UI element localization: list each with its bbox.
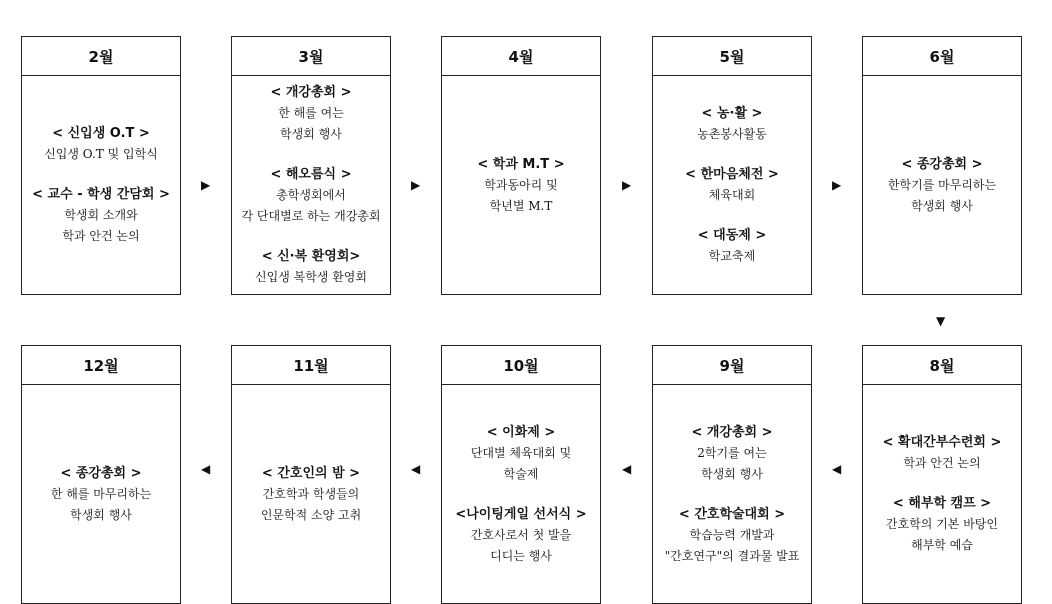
arrow-left-icon: ◀	[411, 462, 421, 476]
event-list	[442, 76, 600, 295]
event-list	[22, 76, 180, 295]
event-description: 총학생회에서	[276, 188, 346, 202]
event-item	[270, 83, 351, 145]
event-list	[22, 385, 180, 604]
event-item	[242, 165, 381, 227]
event-title: < 이화제 >	[486, 424, 556, 440]
month-label: 11월	[232, 346, 390, 385]
event-title: < 개강총회 >	[270, 85, 352, 100]
event-list	[653, 385, 811, 604]
month-label: 2월	[22, 37, 180, 76]
event-title: < 개강총회 >	[691, 424, 773, 440]
event-description: 학년별 M.T	[489, 198, 553, 213]
arrow-left-icon: ◀	[622, 462, 632, 476]
event-description: 학생회 행사	[70, 507, 132, 522]
event-description: 2학기를 여는	[697, 445, 767, 460]
month-label: 6월	[863, 37, 1021, 76]
event-description: 신입생 O.T 및 입학식	[44, 147, 158, 161]
event-description: 학습능력 개발과	[689, 527, 775, 542]
event-title: < 해오름식 >	[270, 167, 352, 182]
event-title: < 한마음체전 >	[685, 167, 779, 182]
event-title: < 종강총회 >	[60, 465, 142, 481]
event-title: < 간호학술대회 >	[678, 506, 786, 522]
month-box-oct	[441, 345, 601, 604]
event-description: 해부학 예습	[911, 538, 973, 552]
event-item	[44, 124, 158, 165]
arrow-left-icon: ◀	[201, 462, 211, 476]
arrow-right-icon: ▶	[411, 178, 421, 192]
month-label: 12월	[22, 346, 180, 385]
month-box-jun	[862, 36, 1022, 295]
event-item	[477, 155, 564, 217]
event-item	[455, 505, 586, 567]
event-description: 학생회 소개와	[64, 208, 138, 222]
event-item	[883, 433, 1002, 474]
event-title: < 신입생 O.T >	[52, 126, 150, 141]
month-label: 8월	[863, 346, 1021, 385]
event-title: < 농·활 >	[701, 106, 763, 121]
event-item	[697, 104, 767, 145]
event-list	[232, 385, 390, 604]
event-list	[863, 385, 1021, 604]
event-description: 학술제	[503, 466, 539, 481]
event-description: 학교축제	[708, 249, 756, 263]
event-description: 학생회 행사	[701, 466, 763, 481]
event-description: 각 단대별로 하는 개강총회	[241, 209, 381, 223]
event-item	[691, 423, 772, 485]
month-box-aug	[862, 345, 1022, 604]
month-box-apr	[441, 36, 601, 295]
event-description: "간호연구"의 결과물 발표	[664, 548, 800, 563]
event-item	[886, 494, 998, 556]
event-list	[863, 76, 1021, 295]
event-item	[471, 423, 571, 485]
event-description: 간호학과 학생들의	[262, 486, 360, 501]
arrow-down-icon: ▼	[936, 314, 946, 328]
event-description: 한 해를 여는	[278, 106, 344, 120]
event-item	[698, 226, 767, 267]
month-label: 9월	[653, 346, 811, 385]
event-description: 체육대회	[708, 188, 756, 202]
event-item	[51, 464, 151, 526]
event-item	[255, 247, 367, 288]
event-description: 간호학의 기본 바탕인	[886, 517, 998, 531]
event-title: < 신·복 환영회>	[261, 249, 361, 264]
month-box-may	[652, 36, 812, 295]
month-box-nov	[231, 345, 391, 604]
event-title: < 학과 M.T >	[477, 156, 565, 172]
event-item	[888, 155, 996, 217]
event-list	[653, 76, 811, 295]
month-label: 10월	[442, 346, 600, 385]
event-item	[261, 464, 361, 526]
event-description: 신입생 복학생 환영회	[255, 270, 367, 284]
event-list	[442, 385, 600, 604]
event-description: 학생회 행사	[911, 198, 973, 213]
arrow-right-icon: ▶	[622, 178, 632, 192]
event-title: < 해부학 캠프 >	[892, 496, 992, 511]
event-title: <나이팅게일 선서식 >	[455, 506, 587, 522]
event-title: < 종강총회 >	[901, 156, 983, 172]
month-box-mar	[231, 36, 391, 295]
arrow-right-icon: ▶	[201, 178, 211, 192]
event-description: 간호사로서 첫 발을	[470, 527, 572, 542]
event-description: 인문학적 소양 고취	[260, 507, 362, 522]
event-title: < 확대간부수련회 >	[882, 435, 1002, 450]
event-description: 단대별 체육대회 및	[470, 445, 572, 460]
month-label: 4월	[442, 37, 600, 76]
event-item	[665, 505, 800, 567]
month-label: 5월	[653, 37, 811, 76]
month-box-sep	[652, 345, 812, 604]
month-box-feb	[21, 36, 181, 295]
event-item	[32, 185, 170, 247]
event-title: < 대동제 >	[697, 228, 767, 243]
event-description: 학생회 행사	[280, 127, 342, 141]
month-box-dec	[21, 345, 181, 604]
event-description: 한학기를 마무리하는	[887, 177, 997, 192]
event-description: 디디는 행사	[490, 548, 552, 563]
event-description: 농촌봉사활동	[697, 127, 767, 141]
event-list	[232, 76, 390, 295]
event-title: < 간호인의 밤 >	[261, 465, 361, 481]
event-item	[685, 165, 779, 206]
event-description: 학과 안건 논의	[903, 456, 981, 470]
month-label: 3월	[232, 37, 390, 76]
arrow-left-icon: ◀	[832, 462, 842, 476]
arrow-right-icon: ▶	[832, 178, 842, 192]
event-description: 학과동아리 및	[484, 177, 558, 192]
event-description: 한 해를 마무리하는	[50, 486, 152, 501]
event-description: 학과 안건 논의	[62, 229, 140, 243]
event-title: < 교수 - 학생 간담회 >	[32, 187, 170, 202]
